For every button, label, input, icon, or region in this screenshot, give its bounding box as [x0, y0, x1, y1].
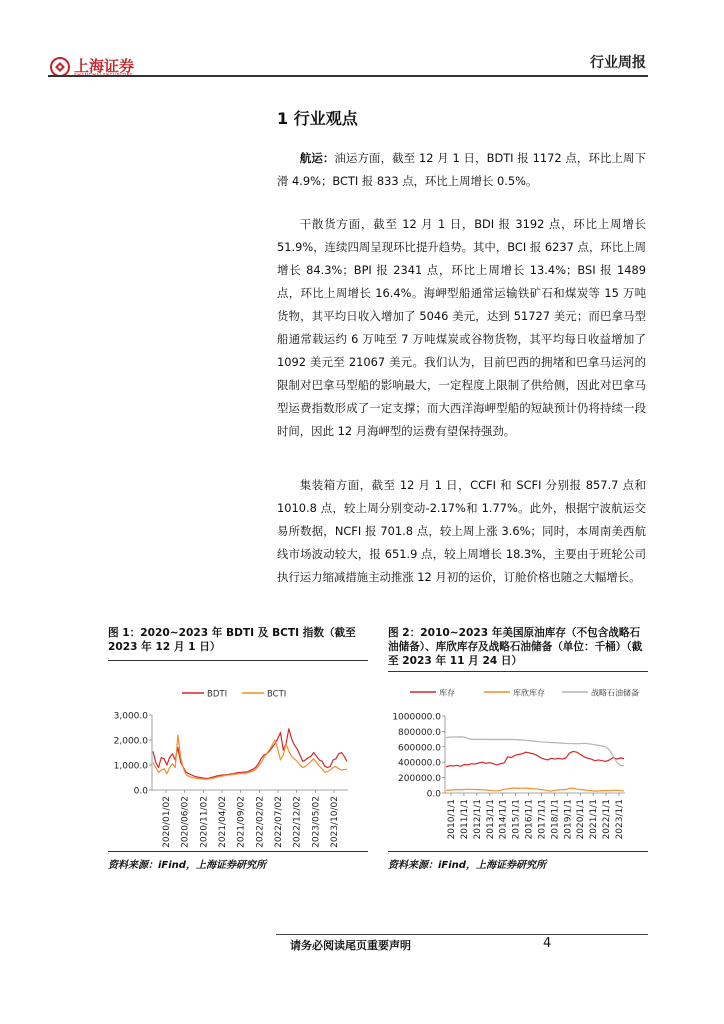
- paragraph-dry-bulk: [277, 213, 646, 443]
- x-tick-label: 2022/1/1: [602, 799, 613, 840]
- page-number: 4: [543, 936, 552, 951]
- figure2-source: 资料来源：iFind，上海证券研究所: [388, 860, 546, 871]
- series-line-1: [153, 735, 347, 779]
- x-tick-label: 2015/1/1: [511, 799, 522, 840]
- y-tick-label: 0.0: [133, 786, 148, 797]
- header-divider: [48, 75, 648, 77]
- x-tick-label: 2020/06/02: [180, 796, 191, 848]
- x-tick-label: 2020/11/02: [199, 796, 210, 848]
- x-tick-label: 2019/1/1: [563, 799, 574, 840]
- legend-label-1: BCTI: [267, 689, 287, 700]
- x-tick-label: 2010/1/1: [447, 799, 457, 840]
- y-tick-label: 800000.0: [398, 727, 441, 738]
- paragraph-lead: 航运：: [299, 151, 335, 165]
- figure1-title: 图 1：2020~2023 年 BDTI 及 BCTI 指数（截至 2023 年 12 月 1 日）: [108, 627, 356, 653]
- x-tick-label: 2022/12/02: [292, 796, 303, 848]
- report-type-label: 行业周报: [590, 55, 646, 71]
- x-tick-label: 2023/1/1: [615, 799, 625, 840]
- y-tick-label: 1000000.0: [392, 712, 441, 723]
- y-tick-label: 600000.0: [398, 743, 441, 754]
- x-tick-label: 2023/05/02: [311, 796, 322, 848]
- series-line-2: [446, 737, 624, 766]
- legend-label-0: 库存: [439, 688, 455, 698]
- paragraph-dry-bulk-text: 干散货方面，截至 12 月 1 日，BDI 报 3192 点，环比上周增长 51.9%，连续四周呈现环比提升趋势。其中，BCI 报 6237 点，环比上周增长 84.3%；BPI 报 2341 点，环比上周增长 13.4%；BSI 报 1489 点，环比上周增长 16.4%。海岬型船通常运输铁矿石和煤炭等 15 万吨货物，其平均日收入增加了 5046 美元，达到 51727 美元；而巴拿马型船通常载运约 6 万吨至 7 万吨煤炭或谷物货物，其平均每日收益增加了 1092 美元至 21067 美元。我们认为，目前巴西的拥堵和巴拿马运河的限制对巴拿马型船的影响最大，一定程度上限制了供给侧，因此对巴拿马型运费指数形成了一定支撑；而大西洋海岬型船的短缺预计仍将持续一段时间，因此 12 月海岬型的运费有望保持强劲。: [277, 217, 646, 438]
- y-tick-label: 0.0: [426, 789, 441, 800]
- paragraph-container: [277, 474, 646, 589]
- section-title: 1 行业观点: [277, 109, 358, 128]
- y-tick-label: 1,000.0: [113, 761, 148, 772]
- figure1-source: 资料来源：iFind，上海证券研究所: [108, 860, 266, 871]
- y-tick-label: 200000.0: [398, 774, 441, 785]
- x-tick-label: 2017/1/1: [537, 799, 548, 840]
- y-tick-label: 400000.0: [398, 758, 441, 769]
- footer-disclaimer-note: 请务必阅读尾页重要声明: [290, 939, 411, 952]
- x-tick-label: 2021/1/1: [589, 799, 600, 840]
- figure1-chart: [108, 664, 370, 850]
- x-tick-label: 2016/1/1: [524, 799, 535, 840]
- company-logo: [50, 55, 170, 83]
- x-tick-label: 2020/01/02: [162, 796, 172, 848]
- series-line-1: [446, 788, 624, 791]
- series-line-0: [153, 729, 347, 779]
- paragraph-oil-text: 油运方面，截至 12 月 1 日，BDTI 报 1172 点，环比上周下滑 4.9%；BCTI 报 833 点，环比上周增长 0.5%。: [277, 151, 646, 188]
- x-tick-label: 2023/10/02: [330, 796, 340, 848]
- figure2-top-rule: [388, 671, 648, 672]
- paragraph-container-text: 集装箱方面，截至 12 月 1 日，CCFI 和 SCFI 分别报 857.7 点和 1010.8 点，较上周分别变动-2.17%和 1.77%。此外，根据宁波航运交易所数据，NCFI 报 701.8 点，较上周上涨 3.6%；同时，本周南美西航线市场波动较大，报 651.9 点，较上周增长 18.3%，主要由于班轮公司执行运力缩减措施主动推涨 12 月初的运价，订舱价格也随之大幅增长。: [277, 478, 646, 584]
- figure2-bottom-rule: [388, 851, 648, 852]
- series-line-0: [446, 751, 624, 766]
- figure2-title: 图 2：2010~2023 年美国原油库存（不包含战略石油储备）、库欣库存及战略石油储备（单位：千桶）（截至 2023 年 11 月 24 日）: [388, 627, 643, 667]
- x-tick-label: 2013/1/1: [485, 799, 496, 840]
- logo-text-en: SHANGHAI SECURITIES: [74, 74, 133, 79]
- logo-mark-icon: [50, 57, 70, 77]
- legend-label-0: BDTI: [207, 689, 228, 700]
- figure1-bottom-rule: [108, 851, 368, 852]
- y-tick-label: 2,000.0: [113, 736, 148, 747]
- y-tick-label: 3,000.0: [113, 711, 148, 722]
- figure1-top-rule: [108, 660, 368, 661]
- x-tick-label: 2018/1/1: [550, 799, 561, 840]
- legend-label-2: 战略石油储备: [591, 688, 639, 698]
- x-tick-label: 2014/1/1: [498, 799, 509, 840]
- footer-divider: [276, 934, 648, 935]
- legend-label-1: 库欣库存: [513, 688, 545, 698]
- x-tick-label: 2021/04/02: [218, 796, 228, 848]
- x-tick-label: 2012/1/1: [472, 799, 483, 840]
- x-tick-label: 2022/02/02: [255, 796, 266, 848]
- paragraph-shipping-oil: [277, 147, 646, 193]
- logo-text-cn: 上海证券: [74, 57, 135, 75]
- x-tick-label: 2021/09/02: [236, 796, 247, 848]
- figure2-chart: [388, 675, 650, 851]
- x-tick-label: 2020/1/1: [576, 799, 587, 840]
- x-tick-label: 2011/1/1: [459, 799, 470, 840]
- x-tick-label: 2022/07/02: [274, 796, 284, 848]
